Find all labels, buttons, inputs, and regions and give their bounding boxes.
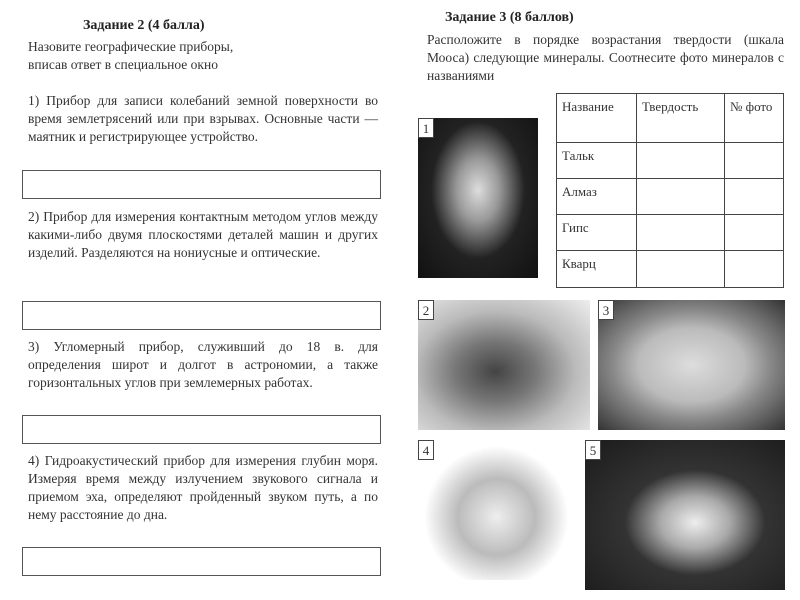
mineral-name: Алмаз (557, 179, 637, 215)
minerals-table (556, 93, 784, 288)
intro-line: вписав ответ в специальное окно (28, 57, 218, 72)
table-row (557, 179, 784, 215)
photo-label: 2 (418, 300, 434, 320)
table-row (557, 143, 784, 179)
table-row (557, 251, 784, 288)
photo-number-cell[interactable] (725, 251, 784, 288)
question-2: 2) Прибор для измерения контактным методом углов между какими-либо двумя плоскостями деталей машин и других изделий. Разделяются на нониусные и оптические. (28, 209, 378, 260)
header-hardness: Твердость (637, 94, 725, 143)
photo-number-cell[interactable] (725, 179, 784, 215)
header-photo-number: № фото (725, 94, 784, 143)
hardness-cell[interactable] (637, 179, 725, 215)
mineral-photo-2 (418, 300, 590, 430)
intro-line: Назовите географические приборы, (28, 39, 234, 54)
hardness-cell[interactable] (637, 143, 725, 179)
answer-field-3[interactable] (22, 415, 381, 444)
answer-field-4[interactable] (22, 547, 381, 576)
hardness-cell[interactable] (637, 251, 725, 288)
answer-field-1[interactable] (22, 170, 381, 199)
photo-number-cell[interactable] (725, 143, 784, 179)
mineral-photo-3 (598, 300, 785, 430)
header-name: Название (557, 94, 637, 143)
mineral-name: Тальк (557, 143, 637, 179)
task3-title: Задание 3 (8 баллов) (445, 10, 574, 25)
table-header-row (557, 94, 784, 143)
task2-intro (28, 38, 233, 74)
photo-label: 1 (418, 118, 434, 138)
task3-intro: Расположите в порядке возрастания твердости (шкала Мооса) следующие минералы. Соотнесите фото минералов с названиями (427, 32, 784, 83)
question-1: 1) Прибор для записи колебаний земной поверхности во время землетрясений или при взрывах. Основные части — маятник и регистрирующее устройство. (28, 93, 378, 144)
photo-label: 4 (418, 440, 434, 460)
table-row (557, 215, 784, 251)
question-4: 4) Гидроакустический прибор для измерения глубин моря. Измеряя время между излучением звукового сигнала и приемом эха, определяют пройденный звуком путь, а по нему расстояние до дна. (28, 453, 378, 522)
photo-number-cell[interactable] (725, 215, 784, 251)
answer-field-2[interactable] (22, 301, 381, 330)
mineral-photo-5 (585, 440, 785, 590)
mineral-photo-1 (418, 118, 538, 278)
mineral-name: Кварц (557, 251, 637, 288)
task2-title: Задание 2 (4 балла) (83, 18, 205, 33)
photo-label: 3 (598, 300, 614, 320)
mineral-name: Гипс (557, 215, 637, 251)
photo-label: 5 (585, 440, 601, 460)
mineral-photo-4 (418, 440, 575, 580)
hardness-cell[interactable] (637, 215, 725, 251)
question-3: 3) Угломерный прибор, служивший до 18 в. для определения широт и долгот в астрономии, а также горизонтальных углов при землемерных работах. (28, 339, 378, 390)
